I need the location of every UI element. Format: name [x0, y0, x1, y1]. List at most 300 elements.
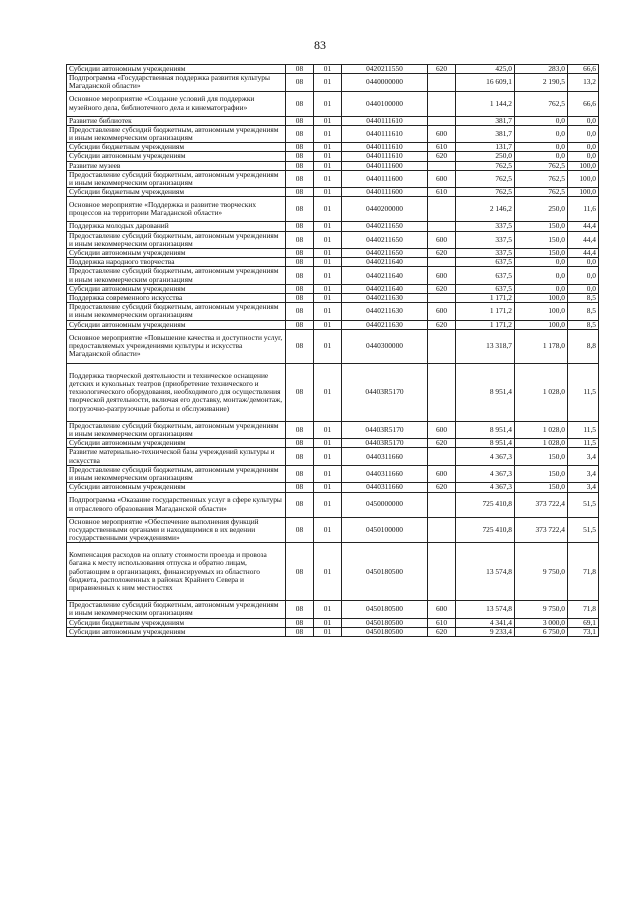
table-row: [67, 197, 599, 222]
page-number: 83: [314, 38, 326, 52]
row-percent-cell: 8,8: [568, 329, 599, 363]
table-row: [67, 231, 599, 248]
row-rz-cell: 08: [286, 258, 314, 267]
table-row: [67, 161, 599, 170]
row-csr-cell: 0450180500: [342, 601, 428, 618]
row-name-cell: Основное мероприятие «Обеспечение выполнения функций государственными органами и находящимися в их ведении государственными учреждениями»: [67, 517, 286, 543]
row-csr-cell: 0440111600: [342, 161, 428, 170]
row-rz-cell: 08: [286, 543, 314, 601]
row-pr-cell: 01: [314, 483, 342, 492]
row-csr-cell: 0440300000: [342, 329, 428, 363]
row-name-cell: Субсидии бюджетным учреждениям: [67, 188, 286, 197]
row-name-cell: Подпрограмма «Государственная поддержка развития культуры Магаданской области»: [67, 74, 286, 91]
row-fact-cell: 0,0: [515, 258, 568, 267]
row-percent-cell: 0,0: [568, 143, 599, 152]
table-row: [67, 601, 599, 618]
row-percent-cell: 44,4: [568, 231, 599, 248]
row-pr-cell: 01: [314, 125, 342, 142]
table-row: [67, 125, 599, 142]
row-plan-cell: 337,5: [456, 222, 515, 231]
row-fact-cell: 3 000,0: [515, 618, 568, 627]
row-pr-cell: 01: [314, 439, 342, 448]
row-pr-cell: 01: [314, 543, 342, 601]
row-percent-cell: 11,5: [568, 363, 599, 421]
table-row: [67, 320, 599, 329]
row-fact-cell: 2 190,5: [515, 74, 568, 91]
row-csr-cell: 0450100000: [342, 517, 428, 543]
row-name-cell: Предоставление субсидий бюджетным, автономным учреждениям и иным некоммерческим организациям: [67, 267, 286, 284]
row-csr-cell: 04403R5170: [342, 439, 428, 448]
row-csr-cell: 0450180500: [342, 543, 428, 601]
row-fact-cell: 0,0: [515, 152, 568, 161]
row-percent-cell: 0,0: [568, 258, 599, 267]
table-row: [67, 363, 599, 421]
row-rz-cell: 08: [286, 517, 314, 543]
row-name-cell: Поддержка современного искусства: [67, 294, 286, 303]
row-percent-cell: 11,5: [568, 439, 599, 448]
row-csr-cell: 0440211630: [342, 320, 428, 329]
row-fact-cell: 100,0: [515, 320, 568, 329]
row-plan-cell: 8 951,4: [456, 439, 515, 448]
row-rz-cell: 08: [286, 294, 314, 303]
row-csr-cell: 0440211650: [342, 231, 428, 248]
row-csr-cell: 0440211650: [342, 222, 428, 231]
row-fact-cell: 150,0: [515, 222, 568, 231]
row-vr-cell: [428, 161, 456, 170]
row-name-cell: Основное мероприятие «Поддержка и развитие творческих процессов на территории Магаданской области»: [67, 197, 286, 222]
row-csr-cell: 0440200000: [342, 197, 428, 222]
row-fact-cell: 373 722,4: [515, 517, 568, 543]
row-plan-cell: 337,5: [456, 231, 515, 248]
budget-table: [66, 64, 599, 637]
row-name-cell: Субсидии автономным учреждениям: [67, 284, 286, 293]
row-percent-cell: 51,5: [568, 492, 599, 517]
row-plan-cell: 4 367,3: [456, 483, 515, 492]
row-rz-cell: 08: [286, 483, 314, 492]
table-row: [67, 303, 599, 320]
row-pr-cell: 01: [314, 627, 342, 636]
row-csr-cell: 0440211640: [342, 284, 428, 293]
row-vr-cell: 600: [428, 267, 456, 284]
row-plan-cell: 762,5: [456, 188, 515, 197]
row-rz-cell: 08: [286, 618, 314, 627]
row-plan-cell: 8 951,4: [456, 421, 515, 438]
row-pr-cell: 01: [314, 222, 342, 231]
row-rz-cell: 08: [286, 116, 314, 125]
row-vr-cell: 600: [428, 125, 456, 142]
row-fact-cell: 373 722,4: [515, 492, 568, 517]
row-pr-cell: 01: [314, 363, 342, 421]
row-vr-cell: 600: [428, 170, 456, 187]
table-row: [67, 448, 599, 465]
row-fact-cell: 762,5: [515, 91, 568, 116]
row-vr-cell: 610: [428, 143, 456, 152]
row-name-cell: Поддержка творческой деятельности и техническое оснащение детских и кукольных театров (приобретение технического и технологического оборудования, необходимого для осуществления творческой деятельности, включая его доставку, монтаж/демонтаж, погрузочно-разгрузочные работы и обслуживание): [67, 363, 286, 421]
row-percent-cell: 3,4: [568, 448, 599, 465]
row-fact-cell: 250,0: [515, 197, 568, 222]
table-row: [67, 249, 599, 258]
row-vr-cell: [428, 222, 456, 231]
row-csr-cell: 0420211550: [342, 65, 428, 74]
row-csr-cell: 0440311660: [342, 448, 428, 465]
row-fact-cell: 1 028,0: [515, 439, 568, 448]
row-pr-cell: 01: [314, 74, 342, 91]
row-plan-cell: 1 171,2: [456, 303, 515, 320]
row-plan-cell: 8 951,4: [456, 363, 515, 421]
table-row: [67, 483, 599, 492]
row-percent-cell: 44,4: [568, 249, 599, 258]
row-pr-cell: 01: [314, 231, 342, 248]
row-fact-cell: 150,0: [515, 483, 568, 492]
row-fact-cell: 150,0: [515, 465, 568, 482]
row-pr-cell: 01: [314, 116, 342, 125]
row-csr-cell: 0440111610: [342, 143, 428, 152]
row-percent-cell: 8,5: [568, 320, 599, 329]
row-rz-cell: 08: [286, 188, 314, 197]
row-fact-cell: 1 028,0: [515, 363, 568, 421]
row-rz-cell: 08: [286, 492, 314, 517]
row-pr-cell: 01: [314, 188, 342, 197]
row-rz-cell: 08: [286, 222, 314, 231]
row-name-cell: Предоставление субсидий бюджетным, автономным учреждениям и иным некоммерческим организациям: [67, 303, 286, 320]
table-row: [67, 543, 599, 601]
row-rz-cell: 08: [286, 125, 314, 142]
row-name-cell: Предоставление субсидий бюджетным, автономным учреждениям и иным некоммерческим организациям: [67, 170, 286, 187]
row-vr-cell: [428, 294, 456, 303]
row-csr-cell: 0440000000: [342, 74, 428, 91]
row-name-cell: Субсидии автономным учреждениям: [67, 152, 286, 161]
row-rz-cell: 08: [286, 143, 314, 152]
row-vr-cell: [428, 448, 456, 465]
row-fact-cell: 150,0: [515, 448, 568, 465]
row-rz-cell: 08: [286, 249, 314, 258]
row-percent-cell: 13,2: [568, 74, 599, 91]
row-plan-cell: 762,5: [456, 161, 515, 170]
row-percent-cell: 11,5: [568, 421, 599, 438]
table-row: [67, 492, 599, 517]
row-vr-cell: [428, 197, 456, 222]
row-percent-cell: 0,0: [568, 125, 599, 142]
row-rz-cell: 08: [286, 284, 314, 293]
row-name-cell: Субсидии автономным учреждениям: [67, 439, 286, 448]
table-row: [67, 222, 599, 231]
table-row: [67, 465, 599, 482]
row-plan-cell: 762,5: [456, 170, 515, 187]
row-percent-cell: 73,1: [568, 627, 599, 636]
row-csr-cell: 0450000000: [342, 492, 428, 517]
row-csr-cell: 0440211650: [342, 249, 428, 258]
row-percent-cell: 3,4: [568, 465, 599, 482]
row-rz-cell: 08: [286, 329, 314, 363]
row-plan-cell: 9 233,4: [456, 627, 515, 636]
row-percent-cell: 66,6: [568, 65, 599, 74]
row-name-cell: Компенсация расходов на оплату стоимости проезда и провоза багажа к месту использования отпуска и обратно лицам, работающим в организациях, финансируемых из областного бюджета, расположенных в районах Крайнего Севера и приравненных к ним местностях: [67, 543, 286, 601]
row-vr-cell: 620: [428, 65, 456, 74]
row-percent-cell: 3,4: [568, 483, 599, 492]
row-vr-cell: [428, 116, 456, 125]
row-csr-cell: 0440111610: [342, 116, 428, 125]
row-csr-cell: 0440111600: [342, 188, 428, 197]
row-pr-cell: 01: [314, 329, 342, 363]
row-csr-cell: 0450180500: [342, 627, 428, 636]
row-rz-cell: 08: [286, 65, 314, 74]
row-fact-cell: 1 178,0: [515, 329, 568, 363]
row-vr-cell: 610: [428, 618, 456, 627]
row-name-cell: Предоставление субсидий бюджетным, автономным учреждениям и иным некоммерческим организациям: [67, 125, 286, 142]
row-name-cell: Субсидии бюджетным учреждениям: [67, 143, 286, 152]
row-rz-cell: 08: [286, 421, 314, 438]
row-plan-cell: 425,0: [456, 65, 515, 74]
table-row: [67, 284, 599, 293]
row-rz-cell: 08: [286, 91, 314, 116]
table-row: [67, 143, 599, 152]
row-plan-cell: 13 318,7: [456, 329, 515, 363]
row-name-cell: Субсидии автономным учреждениям: [67, 483, 286, 492]
table-row: [67, 65, 599, 74]
row-vr-cell: 600: [428, 421, 456, 438]
row-pr-cell: 01: [314, 492, 342, 517]
row-plan-cell: 4 367,3: [456, 465, 515, 482]
row-name-cell: Предоставление субсидий бюджетным, автономным учреждениям и иным некоммерческим организациям: [67, 465, 286, 482]
row-rz-cell: 08: [286, 152, 314, 161]
row-vr-cell: [428, 258, 456, 267]
row-rz-cell: 08: [286, 170, 314, 187]
row-rz-cell: 08: [286, 267, 314, 284]
row-vr-cell: 620: [428, 483, 456, 492]
row-vr-cell: 620: [428, 627, 456, 636]
row-csr-cell: 0440111610: [342, 152, 428, 161]
row-plan-cell: 725 410,8: [456, 517, 515, 543]
row-vr-cell: 620: [428, 152, 456, 161]
row-csr-cell: 0440111600: [342, 170, 428, 187]
row-csr-cell: 0450180500: [342, 618, 428, 627]
row-vr-cell: [428, 492, 456, 517]
row-plan-cell: 725 410,8: [456, 492, 515, 517]
row-rz-cell: 08: [286, 161, 314, 170]
row-vr-cell: [428, 363, 456, 421]
row-fact-cell: 1 028,0: [515, 421, 568, 438]
row-percent-cell: 44,4: [568, 222, 599, 231]
row-csr-cell: 0440211640: [342, 258, 428, 267]
row-csr-cell: 0440211640: [342, 267, 428, 284]
row-rz-cell: 08: [286, 601, 314, 618]
row-plan-cell: 381,7: [456, 116, 515, 125]
row-pr-cell: 01: [314, 152, 342, 161]
row-fact-cell: 762,5: [515, 161, 568, 170]
table-row: [67, 74, 599, 91]
row-pr-cell: 01: [314, 465, 342, 482]
row-pr-cell: 01: [314, 618, 342, 627]
row-csr-cell: 04403R5170: [342, 421, 428, 438]
row-vr-cell: 600: [428, 303, 456, 320]
row-plan-cell: 13 574,8: [456, 543, 515, 601]
row-pr-cell: 01: [314, 161, 342, 170]
row-plan-cell: 13 574,8: [456, 601, 515, 618]
row-name-cell: Развитие библиотек: [67, 116, 286, 125]
row-fact-cell: 150,0: [515, 231, 568, 248]
row-plan-cell: 637,5: [456, 267, 515, 284]
table-row: [67, 91, 599, 116]
table-row: [67, 188, 599, 197]
row-percent-cell: 100,0: [568, 188, 599, 197]
row-plan-cell: 337,5: [456, 249, 515, 258]
row-fact-cell: 283,0: [515, 65, 568, 74]
row-percent-cell: 100,0: [568, 170, 599, 187]
row-rz-cell: 08: [286, 197, 314, 222]
table-row: [67, 618, 599, 627]
row-percent-cell: 0,0: [568, 116, 599, 125]
row-rz-cell: 08: [286, 448, 314, 465]
row-pr-cell: 01: [314, 421, 342, 438]
row-name-cell: Предоставление субсидий бюджетным, автономным учреждениям и иным некоммерческим организациям: [67, 601, 286, 618]
row-name-cell: Субсидии автономным учреждениям: [67, 627, 286, 636]
row-percent-cell: 0,0: [568, 152, 599, 161]
row-percent-cell: 8,5: [568, 294, 599, 303]
row-rz-cell: 08: [286, 439, 314, 448]
row-plan-cell: 1 144,2: [456, 91, 515, 116]
row-plan-cell: 1 171,2: [456, 294, 515, 303]
row-pr-cell: 01: [314, 448, 342, 465]
row-plan-cell: 637,5: [456, 284, 515, 293]
row-name-cell: Субсидии автономным учреждениям: [67, 65, 286, 74]
row-rz-cell: 08: [286, 363, 314, 421]
row-rz-cell: 08: [286, 320, 314, 329]
row-fact-cell: 100,0: [515, 303, 568, 320]
row-pr-cell: 01: [314, 91, 342, 116]
row-pr-cell: 01: [314, 601, 342, 618]
table-row: [67, 267, 599, 284]
row-vr-cell: 620: [428, 320, 456, 329]
row-plan-cell: 131,7: [456, 143, 515, 152]
row-rz-cell: 08: [286, 231, 314, 248]
row-name-cell: Предоставление субсидий бюджетным, автономным учреждениям и иным некоммерческим организациям: [67, 421, 286, 438]
row-plan-cell: 381,7: [456, 125, 515, 142]
row-pr-cell: 01: [314, 143, 342, 152]
row-fact-cell: 150,0: [515, 249, 568, 258]
row-vr-cell: 600: [428, 231, 456, 248]
row-name-cell: Субсидии бюджетным учреждениям: [67, 618, 286, 627]
row-plan-cell: 4 341,4: [456, 618, 515, 627]
row-percent-cell: 0,0: [568, 267, 599, 284]
row-percent-cell: 0,0: [568, 284, 599, 293]
row-vr-cell: 600: [428, 601, 456, 618]
table-row: [67, 517, 599, 543]
row-csr-cell: 0440211630: [342, 294, 428, 303]
row-fact-cell: 0,0: [515, 267, 568, 284]
row-fact-cell: 9 750,0: [515, 601, 568, 618]
row-fact-cell: 9 750,0: [515, 543, 568, 601]
row-pr-cell: 01: [314, 258, 342, 267]
row-vr-cell: 620: [428, 284, 456, 293]
row-csr-cell: 0440211630: [342, 303, 428, 320]
row-csr-cell: 0440311660: [342, 483, 428, 492]
row-pr-cell: 01: [314, 170, 342, 187]
row-percent-cell: 71,8: [568, 601, 599, 618]
row-name-cell: Подпрограмма «Оказание государственных услуг в сфере культуры и отраслевого образования Магаданской области»: [67, 492, 286, 517]
row-name-cell: Поддержка молодых дарований: [67, 222, 286, 231]
row-pr-cell: 01: [314, 249, 342, 258]
table-row: [67, 421, 599, 438]
row-percent-cell: 11,6: [568, 197, 599, 222]
row-rz-cell: 08: [286, 74, 314, 91]
row-pr-cell: 01: [314, 303, 342, 320]
row-name-cell: Субсидии автономным учреждениям: [67, 320, 286, 329]
row-pr-cell: 01: [314, 197, 342, 222]
table-row: [67, 329, 599, 363]
table-row: [67, 116, 599, 125]
row-fact-cell: 0,0: [515, 125, 568, 142]
table-row: [67, 627, 599, 636]
row-vr-cell: [428, 543, 456, 601]
table-body: [67, 65, 599, 637]
row-pr-cell: 01: [314, 267, 342, 284]
row-vr-cell: [428, 74, 456, 91]
row-name-cell: Субсидии автономным учреждениям: [67, 249, 286, 258]
row-percent-cell: 8,5: [568, 303, 599, 320]
row-plan-cell: 250,0: [456, 152, 515, 161]
row-percent-cell: 51,5: [568, 517, 599, 543]
row-vr-cell: [428, 329, 456, 363]
row-vr-cell: 620: [428, 439, 456, 448]
row-vr-cell: [428, 517, 456, 543]
row-vr-cell: [428, 91, 456, 116]
row-vr-cell: 610: [428, 188, 456, 197]
table-row: [67, 439, 599, 448]
row-name-cell: Поддержка народного творчества: [67, 258, 286, 267]
row-rz-cell: 08: [286, 303, 314, 320]
row-percent-cell: 69,1: [568, 618, 599, 627]
row-percent-cell: 66,6: [568, 91, 599, 116]
table-row: [67, 152, 599, 161]
table-row: [67, 170, 599, 187]
row-fact-cell: 0,0: [515, 143, 568, 152]
row-vr-cell: 620: [428, 249, 456, 258]
row-rz-cell: 08: [286, 465, 314, 482]
row-pr-cell: 01: [314, 517, 342, 543]
row-fact-cell: 762,5: [515, 170, 568, 187]
row-csr-cell: 0440111610: [342, 125, 428, 142]
row-fact-cell: 762,5: [515, 188, 568, 197]
row-percent-cell: 100,0: [568, 161, 599, 170]
row-pr-cell: 01: [314, 65, 342, 74]
row-pr-cell: 01: [314, 294, 342, 303]
row-rz-cell: 08: [286, 627, 314, 636]
table-row: [67, 258, 599, 267]
row-fact-cell: 0,0: [515, 284, 568, 293]
row-name-cell: Развитие музеев: [67, 161, 286, 170]
row-plan-cell: 16 609,1: [456, 74, 515, 91]
row-name-cell: Предоставление субсидий бюджетным, автономным учреждениям и иным некоммерческим организациям: [67, 231, 286, 248]
row-name-cell: Развитие материально-технической базы учреждений культуры и искусства: [67, 448, 286, 465]
row-plan-cell: 4 367,3: [456, 448, 515, 465]
table-row: [67, 294, 599, 303]
row-plan-cell: 2 146,2: [456, 197, 515, 222]
row-fact-cell: 100,0: [515, 294, 568, 303]
row-plan-cell: 637,5: [456, 258, 515, 267]
row-percent-cell: 71,8: [568, 543, 599, 601]
row-csr-cell: 04403R5170: [342, 363, 428, 421]
row-fact-cell: 0,0: [515, 116, 568, 125]
row-pr-cell: 01: [314, 284, 342, 293]
row-csr-cell: 0440100000: [342, 91, 428, 116]
row-plan-cell: 1 171,2: [456, 320, 515, 329]
row-fact-cell: 6 750,0: [515, 627, 568, 636]
row-pr-cell: 01: [314, 320, 342, 329]
row-name-cell: Основное мероприятие «Повышение качества и доступности услуг, предоставляемых учреждениями культуры и искусства Магаданской области»: [67, 329, 286, 363]
row-vr-cell: 600: [428, 465, 456, 482]
row-csr-cell: 0440311660: [342, 465, 428, 482]
row-name-cell: Основное мероприятие «Создание условий для поддержки музейного дела, библиотечного дела и кинематографии»: [67, 91, 286, 116]
